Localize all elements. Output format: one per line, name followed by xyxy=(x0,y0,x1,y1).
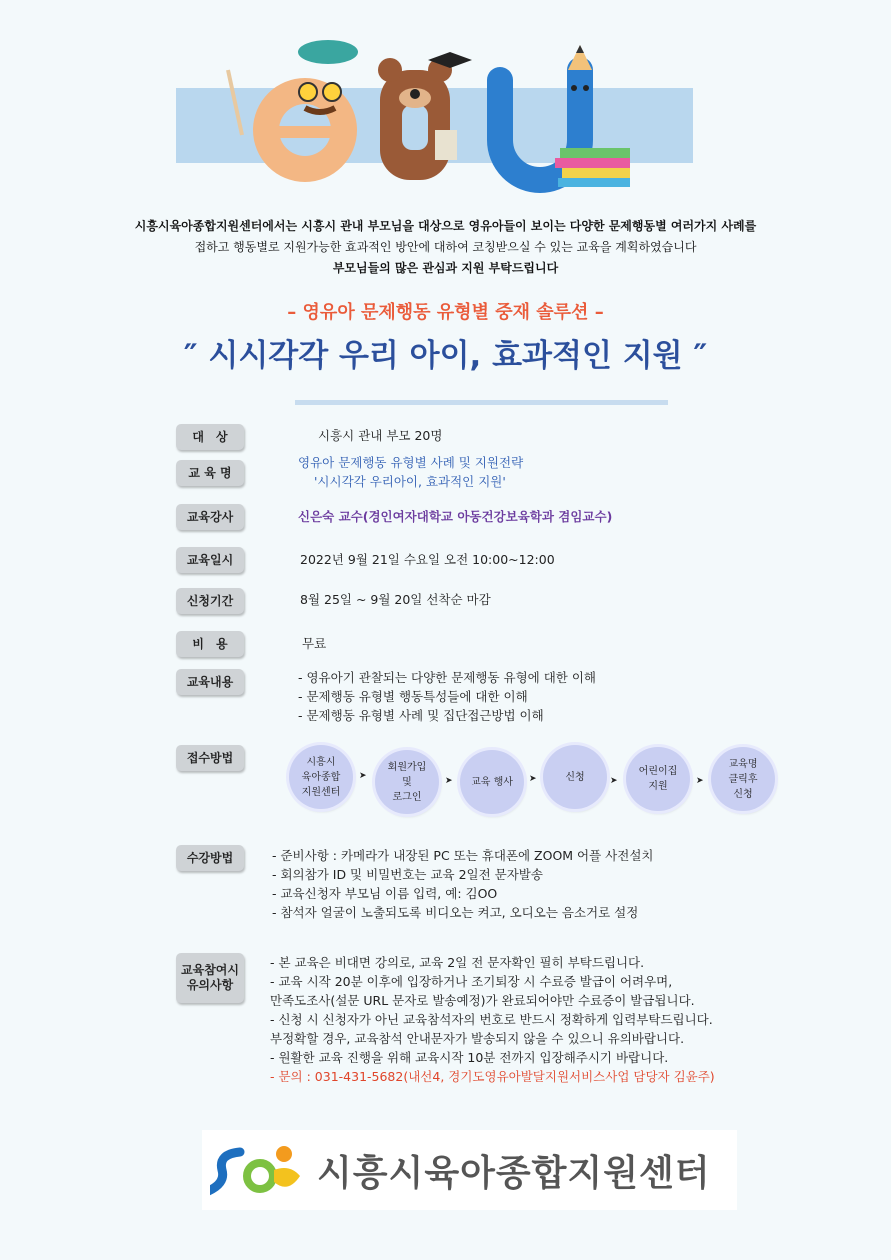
notice-contact: - 문의 : 031-431-5682(내선4, 경기도영유아발달지원서비스사업 담당자 김윤주) xyxy=(270,1069,715,1084)
center-logo xyxy=(202,1130,737,1210)
attend-item: - 준비사항 : 카메라가 내장된 PC 또는 휴대폰에 ZOOM 어플 사전설치 xyxy=(272,848,654,863)
label-course: 교 육 명 xyxy=(176,460,244,486)
flow-step-course-click xyxy=(711,747,775,811)
value-content-list xyxy=(298,668,596,725)
flow-step-apply xyxy=(543,745,607,809)
notice-item: 부정확할 경우, 교육참석 안내문자가 발송되지 않을 수 있으니 유의바랍니다. xyxy=(270,1031,685,1046)
title-divider xyxy=(295,400,668,405)
intro-line-3: 부모님들의 많은 관심과 지원 부탁드립니다 xyxy=(332,261,559,275)
value-course-2: '시시각각 우리아이, 효과적인 지원' xyxy=(314,474,506,489)
label-lecturer: 교육강사 xyxy=(176,504,244,530)
label-cost: 비 용 xyxy=(176,631,244,657)
label-notice-line: 유의사항 xyxy=(186,978,234,992)
flow-text: 신청 xyxy=(565,771,585,783)
flow-text: 회원가입 xyxy=(387,761,427,773)
content-item: - 문제행동 유형별 사례 및 집단접근방법 이해 xyxy=(298,708,544,723)
flow-arrow-icon: ➤ xyxy=(529,774,537,784)
attend-item: - 참석자 얼굴이 노출되도록 비디오는 켜고, 오디오는 음소거로 설정 xyxy=(272,905,639,920)
flow-arrow-icon: ➤ xyxy=(696,776,704,786)
notice-item: - 신청 시 신청자가 아닌 교육참석자의 번호로 반드시 정확하게 입력부탁드립니다. xyxy=(270,1012,713,1027)
value-cost: 무료 xyxy=(302,636,327,651)
intro-line-2: 접하고 행동별로 지원가능한 효과적인 방안에 대하여 코칭받으실 수 있는 교육을 계획하였습니다 xyxy=(194,240,697,254)
label-attend: 수강방법 xyxy=(176,845,244,871)
attend-item: - 회의참가 ID 및 비밀번호는 교육 2일전 문자발송 xyxy=(272,867,543,882)
flow-step-login xyxy=(375,750,439,814)
value-attend-list xyxy=(272,846,653,922)
center-logo-mark-icon xyxy=(210,1140,305,1200)
value-target: 시흥시 관내 부모 20명 xyxy=(318,428,443,443)
flow-step-event xyxy=(460,750,524,814)
flow-step-daycare xyxy=(626,747,690,811)
value-lecturer: 신은숙 교수(경인여자대학교 아동건강보육학과 겸임교수) xyxy=(298,509,613,524)
letter-u-pencil-character xyxy=(500,45,630,187)
flow-text: 교육 행사 xyxy=(471,776,513,788)
flow-text: 시흥시 xyxy=(306,756,336,768)
intro-text xyxy=(90,216,801,279)
value-period: 8월 25일 ~ 9월 20일 선착순 마감 xyxy=(300,592,491,607)
letter-d-bear-character xyxy=(378,52,472,180)
flow-step-center xyxy=(289,745,353,809)
label-apply: 접수방법 xyxy=(176,745,244,771)
value-datetime: 2022년 9월 21일 수요일 오전 10:00~12:00 xyxy=(300,552,555,567)
flow-text: 지원센터 xyxy=(301,786,341,798)
flow-arrow-icon: ➤ xyxy=(610,776,618,786)
flow-text: 교육명 xyxy=(728,758,758,770)
value-course-1: 영유아 문제행동 유형별 사례 및 지원전략 xyxy=(298,455,524,470)
notice-item: 만족도조사(설문 URL 문자로 발송예정)가 완료되어야만 수료증이 발급됩니다. xyxy=(270,993,695,1008)
label-notice xyxy=(176,953,244,1003)
label-notice-line: 교육참여시 xyxy=(181,963,239,977)
label-target: 대 상 xyxy=(176,424,244,450)
label-datetime: 교육일시 xyxy=(176,547,244,573)
content-item: - 영유아기 관찰되는 다양한 문제행동 유형에 대한 이해 xyxy=(298,670,596,685)
program-subtitle: – 영유아 문제행동 유형별 중재 솔루션 – xyxy=(287,302,604,323)
flow-text: 육아종합 xyxy=(301,771,341,783)
flow-text: 로그인 xyxy=(392,791,422,803)
program-title: ″ 시시각각 우리 아이, 효과적인 지원 ″ xyxy=(183,338,708,374)
flow-text: 신청 xyxy=(733,788,753,800)
intro-line-1: 시흥시육아종합지원센터에서는 시흥시 관내 부모님을 대상으로 영유아들이 보이는 다양한 문제행동별 여러가지 사례를 xyxy=(134,219,757,233)
notice-item: - 교육 시작 20분 이후에 입장하거나 조기퇴장 시 수료증 발급이 어려우며, xyxy=(270,974,673,989)
flow-arrow-icon: ➤ xyxy=(359,771,367,781)
notice-item: - 본 교육은 비대면 강의로, 교육 2일 전 문자확인 필히 부탁드립니다. xyxy=(270,955,645,970)
label-content: 교육내용 xyxy=(176,669,244,695)
attend-item: - 교육신청자 부모님 이름 입력, 예: 김OO xyxy=(272,886,498,901)
notice-item: - 원활한 교육 진행을 위해 교육시작 10분 전까지 입장해주시기 바랍니다. xyxy=(270,1050,669,1065)
flow-text: 지원 xyxy=(648,781,668,792)
flow-text: 어린이집 xyxy=(638,766,678,777)
center-logo-text: 시흥시육아종합지원센터 xyxy=(317,1152,711,1194)
flow-text: 클릭후 xyxy=(728,773,758,785)
content-item: - 문제행동 유형별 행동특성들에 대한 이해 xyxy=(298,689,528,704)
edu-characters-illustration xyxy=(210,30,660,200)
flow-arrow-icon: ➤ xyxy=(445,776,453,786)
flow-text: 및 xyxy=(402,776,412,788)
value-notice-list xyxy=(270,953,715,1086)
label-period: 신청기간 xyxy=(176,588,244,614)
letter-e-character xyxy=(228,40,358,182)
